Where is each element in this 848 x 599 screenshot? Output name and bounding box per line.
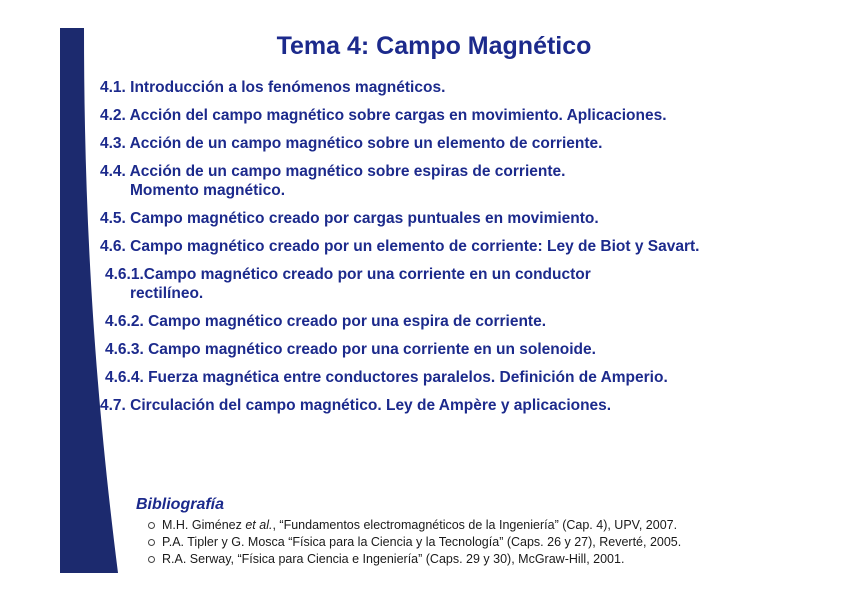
- reference-list: [136, 517, 776, 568]
- bibliography: [136, 496, 776, 568]
- topic-text: 4.6.1.Campo magnético creado por una corriente en un conductor: [105, 266, 591, 283]
- topic-text: 4.2. Acción del campo magnético sobre cargas en movimiento. Aplicaciones.: [100, 107, 667, 124]
- topic-item: [100, 368, 768, 387]
- circle-bullet-icon: [148, 556, 155, 563]
- topic-item: [100, 106, 768, 125]
- topic-item: [100, 209, 768, 228]
- topic-continuation: Momento magnético.: [130, 182, 286, 199]
- topic-list: [100, 78, 768, 424]
- topic-text: 4.7. Circulación del campo magnético. Ley de Ampère y aplicaciones.: [100, 397, 612, 414]
- reference-text: P.A. Tipler y G. Mosca “Física para la Ciencia y la Tecnología” (Caps. 26 y 27), Reverté, 2005.: [162, 535, 682, 549]
- topic-item: [100, 396, 768, 415]
- topic-text: 4.6.3. Campo magnético creado por una corriente en un solenoide.: [105, 341, 596, 358]
- reference-item: [148, 517, 776, 534]
- topic-text: 4.6. Campo magnético creado por un elemento de corriente: Ley de Biot y Savart.: [100, 238, 700, 255]
- topic-text: 4.4. Acción de un campo magnético sobre espiras de corriente.: [100, 163, 566, 180]
- topic-item: [100, 134, 768, 153]
- topic-item: [100, 265, 768, 303]
- reference-emphasis: et al.: [245, 518, 273, 532]
- topic-text: 4.6.4. Fuerza magnética entre conductores paralelos. Definición de Amperio.: [105, 369, 668, 386]
- topic-item: [100, 237, 768, 256]
- slide-title: Tema 4: Campo Magnético: [276, 32, 592, 60]
- topic-item: [100, 312, 768, 331]
- topic-text: 4.6.2. Campo magnético creado por una espira de corriente.: [105, 313, 547, 330]
- topic-item: [100, 162, 768, 200]
- topic-text: 4.1. Introducción a los fenómenos magnéticos.: [100, 79, 446, 96]
- topic-item: [100, 340, 768, 359]
- circle-bullet-icon: [148, 539, 155, 546]
- reference-text-tail: , “Fundamentos electromagnéticos de la Ingeniería” (Cap. 4), UPV, 2007.: [272, 518, 678, 532]
- circle-bullet-icon: [148, 522, 155, 529]
- reference-text: R.A. Serway, “Física para Ciencia e Ingeniería” (Caps. 29 y 30), McGraw-Hill, 2001.: [162, 552, 625, 566]
- reference-text: M.H. Giménez: [162, 518, 246, 532]
- topic-continuation: rectilíneo.: [130, 285, 204, 302]
- reference-item: [148, 534, 776, 551]
- topic-text: 4.3. Acción de un campo magnético sobre un elemento de corriente.: [100, 135, 603, 152]
- bibliography-title: Bibliografía: [136, 496, 225, 513]
- reference-item: [148, 551, 776, 568]
- topic-item: [100, 78, 768, 97]
- topic-text: 4.5. Campo magnético creado por cargas puntuales en movimiento.: [100, 210, 599, 227]
